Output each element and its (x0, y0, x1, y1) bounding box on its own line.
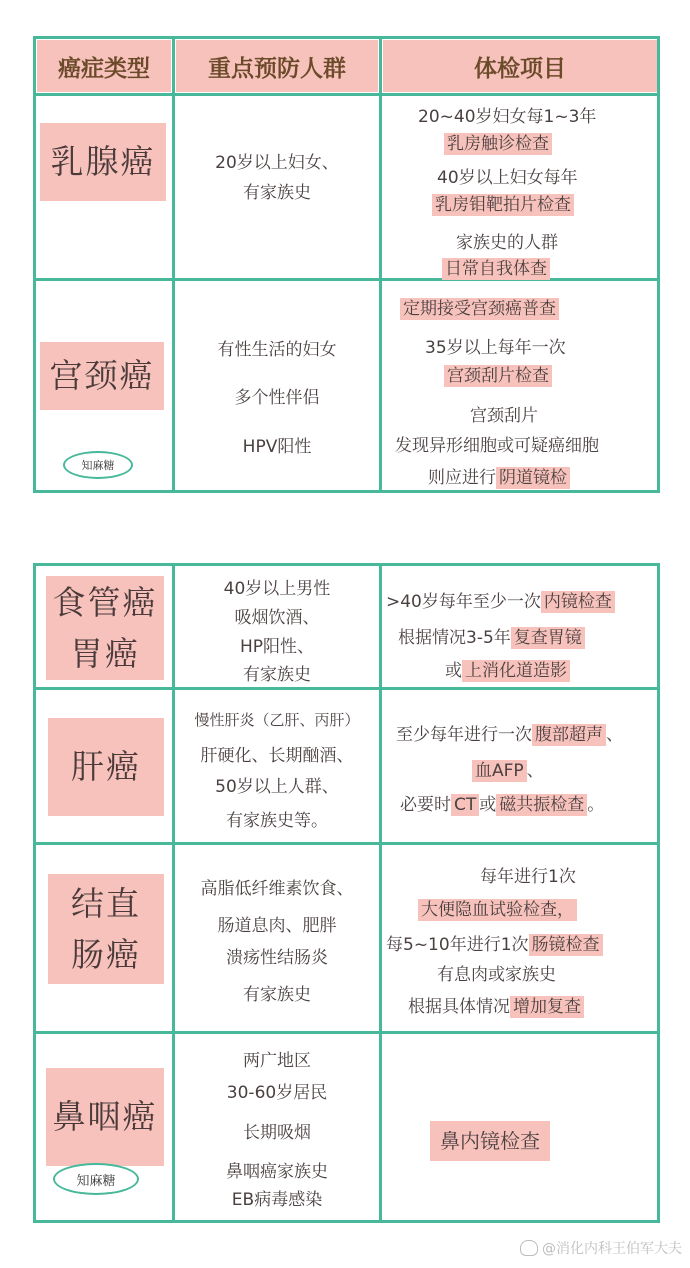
exam-text: 或 (479, 795, 497, 815)
exam-line (418, 895, 577, 920)
population-line: 长期吸烟 (243, 1123, 311, 1143)
table-1-row-divider (33, 278, 660, 281)
exam-highlight: 阴道镜检 (496, 467, 570, 489)
population-line: 有家族史 (243, 985, 311, 1005)
cancer-type-label: 宫颈癌 (49, 356, 155, 396)
exam-text: 、 (526, 761, 544, 781)
cancer-type-breast (40, 123, 166, 201)
exam-line (472, 756, 544, 781)
exam-text: 40岁以上妇女每年 (437, 168, 578, 188)
exam-line (395, 431, 599, 456)
exam-line (386, 930, 603, 955)
exam-line (428, 463, 570, 488)
cancer-type-label: 肝癌 (71, 747, 141, 787)
exam-text: 35岁以上每年一次 (425, 338, 566, 358)
table-1-col-divider (172, 36, 175, 493)
exam-line (400, 294, 559, 319)
exam-line (418, 102, 596, 127)
population-line: 肝硬化、长期酗酒、 (200, 746, 354, 766)
exam-text: 根据情况3-5年 (398, 628, 511, 648)
exam-line (470, 401, 538, 426)
exam-line (400, 790, 604, 815)
exam-highlight: 增加复查 (510, 996, 584, 1018)
watermark (520, 1238, 682, 1258)
exam-line (425, 333, 566, 358)
exam-highlight: 上消化道造影 (462, 660, 570, 682)
header-key-population: 重点预防人群 (176, 40, 378, 92)
exam-text: 至少每年进行一次 (396, 725, 532, 745)
exam-highlight: 肠镜检查 (529, 934, 603, 956)
header-cancer-type: 癌症类型 (37, 40, 171, 92)
exam-line (437, 960, 556, 985)
exam-text: 每5~10年进行1次 (386, 935, 529, 955)
watermark-text: @消化内科王伯军大夫 (542, 1241, 682, 1257)
population-line: HPV阳性 (242, 437, 312, 457)
exam-highlight: 定期接受宫颈癌普查 (400, 298, 559, 320)
table-2-row-divider (33, 1031, 660, 1034)
cancer-type-label: 食管癌 (52, 582, 158, 622)
exam-highlight: 日常自我体查 (442, 258, 550, 280)
cancer-type-label: 鼻咽癌 (52, 1097, 158, 1137)
population-line: 鼻咽癌家族史 (226, 1162, 328, 1182)
cancer-type-colorectal (48, 874, 164, 984)
cancer-type-label: 结直 (71, 883, 141, 923)
exam-highlight: 鼻内镜检查 (430, 1121, 550, 1161)
exam-highlight: 内镜检查 (541, 591, 615, 613)
exam-text: 20~40岁妇女每1~3年 (418, 107, 597, 127)
population-line: 有性生活的妇女 (217, 340, 337, 360)
brand-badge: 知麻糖 (53, 1163, 139, 1195)
exam-line (442, 254, 550, 279)
exam-highlight: 磁共振检查 (496, 794, 587, 816)
cancer-type-label: 乳腺癌 (50, 142, 156, 182)
exam-line (444, 129, 552, 154)
population-line: 40岁以上男性 (223, 579, 331, 599)
exam-line (396, 720, 623, 745)
exam-text: 有息肉或家族史 (437, 965, 556, 985)
table-2-col-divider (379, 563, 382, 1223)
population-line: 高脂低纤维素饮食、 (200, 879, 354, 899)
population-line: 慢性肝炎（乙肝、丙肝） (194, 711, 360, 729)
population-line: 肠道息肉、肥胖 (217, 916, 337, 936)
cancer-type-nasopharyngeal (46, 1068, 164, 1166)
exam-text: 则应进行 (428, 468, 496, 488)
population-line: 溃疡性结肠炎 (226, 948, 328, 968)
exam-text: 。 (587, 795, 605, 815)
population-line: EB病毒感染 (231, 1190, 323, 1210)
population-line: 有家族史 (243, 665, 311, 685)
cancer-type-cervical (40, 342, 164, 410)
exam-line (437, 163, 578, 188)
population-line: 50岁以上人群、 (215, 777, 339, 797)
population-line: HP阳性、 (239, 637, 315, 657)
exam-line (456, 228, 558, 253)
exam-line (445, 656, 570, 681)
exam-text: 宫颈刮片 (470, 406, 538, 426)
table-2-row-divider (33, 687, 660, 690)
exam-text: 必要时 (400, 795, 451, 815)
population-line: 吸烟饮酒、 (234, 608, 320, 628)
weibo-icon (520, 1240, 538, 1256)
cancer-type-liver (48, 718, 164, 816)
exam-highlight: 大便隐血试验检查， (418, 899, 577, 921)
cancer-type-esophageal-gastric (46, 576, 164, 680)
cancer-type-label: 胃癌 (70, 634, 140, 673)
exam-line (408, 992, 584, 1017)
brand-badge: 知麻糖 (63, 451, 133, 479)
exam-text: >40岁每年至少一次 (386, 592, 541, 612)
exam-line (480, 862, 576, 887)
exam-text: 家族史的人群 (456, 233, 558, 253)
exam-text: 每年进行1次 (480, 867, 576, 887)
exam-highlight: 乳房触诊检查 (444, 133, 552, 155)
population-line: 多个性伴侣 (234, 388, 320, 408)
header-exam-items: 体检项目 (383, 40, 657, 92)
cancer-type-label: 肠癌 (71, 935, 141, 974)
population-line: 30-60岁居民 (226, 1083, 328, 1103)
exam-highlight: 乳房钼靶拍片检查 (432, 194, 574, 216)
exam-highlight: 腹部超声 (532, 724, 606, 746)
table-1-col-divider (379, 36, 382, 493)
table-1-row-divider (33, 93, 660, 96)
exam-highlight: 宫颈刮片检查 (444, 365, 552, 387)
exam-highlight: CT (451, 794, 479, 816)
exam-text: 、 (606, 725, 623, 745)
population-line: 有家族史 (243, 183, 311, 203)
exam-text: 发现异形细胞或可疑癌细胞 (395, 436, 599, 456)
exam-highlight: 血AFP (472, 760, 527, 782)
exam-highlight: 复查胃镜 (511, 627, 585, 649)
population-line: 两广地区 (243, 1051, 311, 1071)
exam-text: 或 (445, 661, 462, 681)
population-line: 20岁以上妇女、 (215, 153, 339, 173)
exam-line (444, 361, 552, 386)
exam-line (386, 587, 615, 612)
exam-line (398, 623, 585, 648)
table-2-row-divider (33, 842, 660, 845)
exam-text: 根据具体情况 (408, 997, 510, 1017)
exam-line (430, 1125, 550, 1154)
population-line: 有家族史等。 (226, 811, 328, 831)
exam-line (432, 190, 574, 215)
